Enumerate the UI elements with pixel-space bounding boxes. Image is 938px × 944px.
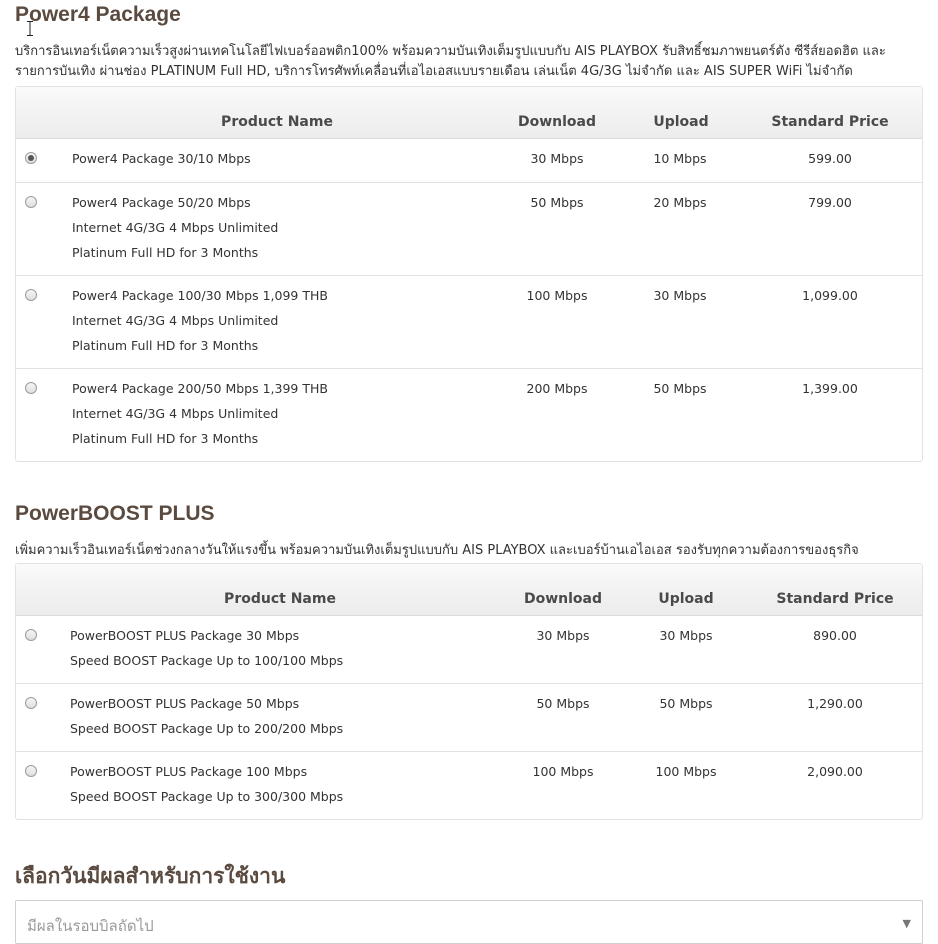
package-name: PowerBOOST PLUS Package 50 Mbps <box>70 696 300 711</box>
package-name: PowerBOOST PLUS Package 100 Mbps <box>70 764 308 779</box>
package-radio[interactable] <box>25 697 37 709</box>
upload-value: 50 Mbps <box>659 696 713 711</box>
package-radio[interactable] <box>25 629 37 641</box>
price-value: 1,290.00 <box>807 696 863 711</box>
power4-description <box>15 42 925 82</box>
upload-value: 50 Mbps <box>653 381 707 396</box>
package-radio[interactable] <box>25 382 37 394</box>
download-value: 50 Mbps <box>536 696 590 711</box>
power4-desc-line2: รายการบันเทิง ผ่านช่อง PLATINUM Full HD, บริการโทรศัพท์เคลื่อนที่เอไอเอสแบบรายเดือน เล่นเน็ต 4G/3G ไม่จำกัด และ AIS SUPER WiFi ไม่จำกัด <box>15 64 853 79</box>
table-row[interactable] <box>16 139 922 183</box>
package-name: Power4 Package 200/50 Mbps 1,399 THB <box>72 381 328 396</box>
header-upload: Upload <box>658 591 714 607</box>
package-name: Power4 Package 30/10 Mbps <box>72 151 251 166</box>
upload-value: 30 Mbps <box>659 628 713 643</box>
price-value: 2,090.00 <box>807 764 863 779</box>
package-name: Power4 Package 50/20 Mbps <box>72 195 251 210</box>
package-feature: Speed BOOST Package Up to 300/300 Mbps <box>70 789 344 804</box>
upload-value: 10 Mbps <box>653 151 707 166</box>
effective-date-title: เลือกวันมีผลสำหรับการใช้งาน <box>15 865 286 888</box>
price-value: 1,399.00 <box>802 381 858 396</box>
download-value: 100 Mbps <box>532 764 594 779</box>
price-value: 799.00 <box>808 195 852 210</box>
download-value: 200 Mbps <box>526 381 588 396</box>
header-upload: Upload <box>653 114 709 130</box>
package-name: PowerBOOST PLUS Package 30 Mbps <box>70 628 300 643</box>
upload-value: 100 Mbps <box>655 764 717 779</box>
table-header <box>16 564 922 616</box>
price-value: 890.00 <box>813 628 857 643</box>
power4-desc-line1: บริการอินเทอร์เน็ตความเร็วสูงผ่านเทคโนโลยีไฟเบอร์ออพติก100% พร้อมความบันเทิงเต็มรูปแบบกับ AIS PLAYBOX รับสิทธิ์ชมภาพยนตร์ดัง ซีรีส์ยอดฮิต และ <box>15 44 886 59</box>
package-radio[interactable] <box>25 196 37 208</box>
triangle-down-icon[interactable]: ▼ <box>902 917 911 930</box>
header-product-name: Product Name <box>224 591 336 607</box>
package-feature: Internet 4G/3G 4 Mbps Unlimited <box>72 406 279 421</box>
download-value: 30 Mbps <box>530 151 584 166</box>
table-header <box>16 87 922 139</box>
effective-date-selected-value: มีผลในรอบบิลถัดไป <box>27 917 154 935</box>
package-radio[interactable] <box>25 765 37 777</box>
package-feature: Platinum Full HD for 3 Months <box>72 245 259 260</box>
price-value: 599.00 <box>808 151 852 166</box>
table-row[interactable] <box>16 684 922 752</box>
table-row[interactable] <box>16 752 922 819</box>
package-radio-selected[interactable] <box>25 152 37 164</box>
download-value: 50 Mbps <box>530 195 584 210</box>
header-download: Download <box>523 591 603 607</box>
header-download: Download <box>517 114 597 130</box>
powerboost-package-table <box>15 563 923 820</box>
header-product-name: Product Name <box>221 114 333 130</box>
package-feature: Speed BOOST Package Up to 200/200 Mbps <box>70 721 344 736</box>
package-feature: Platinum Full HD for 3 Months <box>72 338 259 353</box>
upload-value: 30 Mbps <box>653 288 707 303</box>
price-value: 1,099.00 <box>802 288 858 303</box>
package-feature: Internet 4G/3G 4 Mbps Unlimited <box>72 220 279 235</box>
header-standard-price: Standard Price <box>776 591 894 607</box>
power4-package-table <box>15 86 923 462</box>
powerboost-description: เพิ่มความเร็วอินเทอร์เน็ตช่วงกลางวันให้แรงขึ้น พร้อมความบันเทิงเต็มรูปแบบกับ AIS PLAYBOX และเบอร์บ้านเอไอเอส รองรับทุกความต้องการของธุรกิจ <box>15 543 859 558</box>
effective-date-select[interactable] <box>15 900 923 944</box>
download-value: 100 Mbps <box>526 288 588 303</box>
table-row[interactable] <box>16 369 922 461</box>
download-value: 30 Mbps <box>536 628 590 643</box>
package-feature: Speed BOOST Package Up to 100/100 Mbps <box>70 653 344 668</box>
package-feature: Platinum Full HD for 3 Months <box>72 431 259 446</box>
package-feature: Internet 4G/3G 4 Mbps Unlimited <box>72 313 279 328</box>
package-radio[interactable] <box>25 289 37 301</box>
package-name: Power4 Package 100/30 Mbps 1,099 THB <box>72 288 328 303</box>
power4-title: Power4 Package <box>15 3 181 26</box>
upload-value: 20 Mbps <box>653 195 707 210</box>
table-row[interactable] <box>16 616 922 684</box>
powerboost-title: PowerBOOST PLUS <box>15 502 215 525</box>
table-row[interactable] <box>16 183 922 276</box>
header-standard-price: Standard Price <box>771 114 889 130</box>
table-row[interactable] <box>16 276 922 369</box>
